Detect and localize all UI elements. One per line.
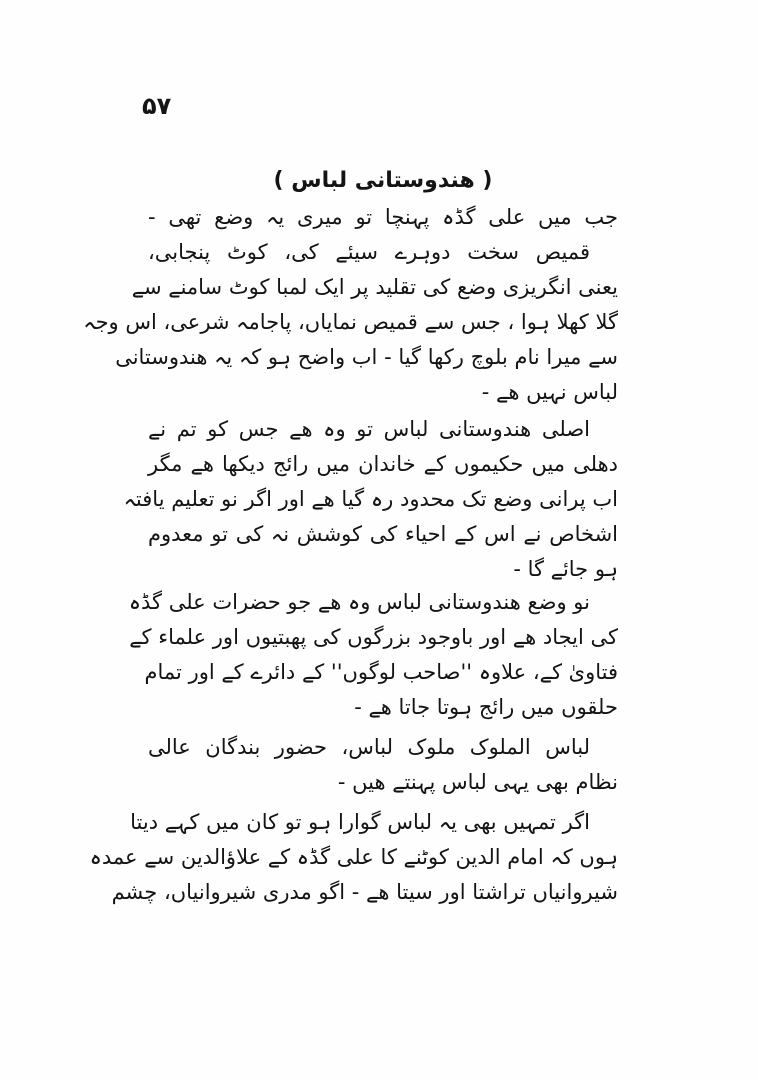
text-line: اب پرانی وضع تک محدود رہ گیا ھے اور اگر نو تعلیم یافتہ <box>123 487 618 511</box>
paragraph-3 <box>128 585 618 725</box>
text-line: نو وضع ھندوستانی لباس وہ ھے جو حضرات علی گڈہ <box>128 590 590 614</box>
text-line: قمیص سخت دوہرے سیئے کی، کوٹ پنجابی، <box>148 240 590 264</box>
page-number: ۵۷ <box>142 92 172 120</box>
text-line: کی ایجاد ھے اور باوجود بزرگوں کی پھبتیوں اور علماء کے <box>129 625 618 649</box>
paragraph-1 <box>83 200 618 410</box>
paragraph-2 <box>123 412 618 587</box>
text-line: ہو جائے گا - <box>513 557 618 581</box>
text-line: جب میں علی گڈہ پہنچا تو میری یہ وضع تھی - <box>148 205 618 229</box>
text-line: ہوں کہ امام الدین کوٹنے کا علی گڈہ کے علاؤالدین سے عمدہ <box>89 845 618 869</box>
paragraph-5 <box>89 805 618 910</box>
text-line: اگر تمہیں بھی یہ لباس گوارا ہو تو کان میں کہے دیتا <box>130 810 590 834</box>
text-line: لباس الملوک ملوک لباس، حضور بندگان عالی <box>148 735 590 759</box>
text-line: اشخاص نے اس کے احیاء کی کوشش نہ کی تو معدوم <box>148 522 618 546</box>
text-line: دھلی میں حکیموں کے خاندان میں رائج دیکھا ھے مگر <box>148 452 618 476</box>
chapter-heading: ( ھندوستانی لباس ) <box>273 168 493 193</box>
text-line: لباس نہیں ھے - <box>481 380 618 404</box>
text-line: نظام بھی یہی لباس پہنتے ھیں - <box>337 770 618 794</box>
text-line: فتاویٰ کے، علاوہ ''صاحب لوگوں'' کے دائرے کے اور تمام <box>144 660 618 684</box>
text-line: اصلی ھندوستانی لباس تو وہ ھے جس کو تم نے <box>148 417 590 441</box>
text-line: حلقوں میں رائج ہوتا جاتا ھے - <box>354 695 618 719</box>
text-line: یعنی انگریزی وضع کی تقلید پر ایک لمبا کوٹ سامنے سے <box>131 275 618 299</box>
text-line: شیروانیاں تراشتا اور سیتا ھے - اگو مدری شیروانیاں، چشم <box>111 880 618 904</box>
paragraph-4 <box>148 730 618 800</box>
text-line: سے میرا نام بلوچ رکھا گیا - اب واضح ہو کہ یہ ھندوستانی <box>115 345 618 369</box>
text-line: گلا کھلا ہوا ، جس سے قمیص نمایاں، پاجامہ شرعی، اس وجہ <box>83 310 618 334</box>
